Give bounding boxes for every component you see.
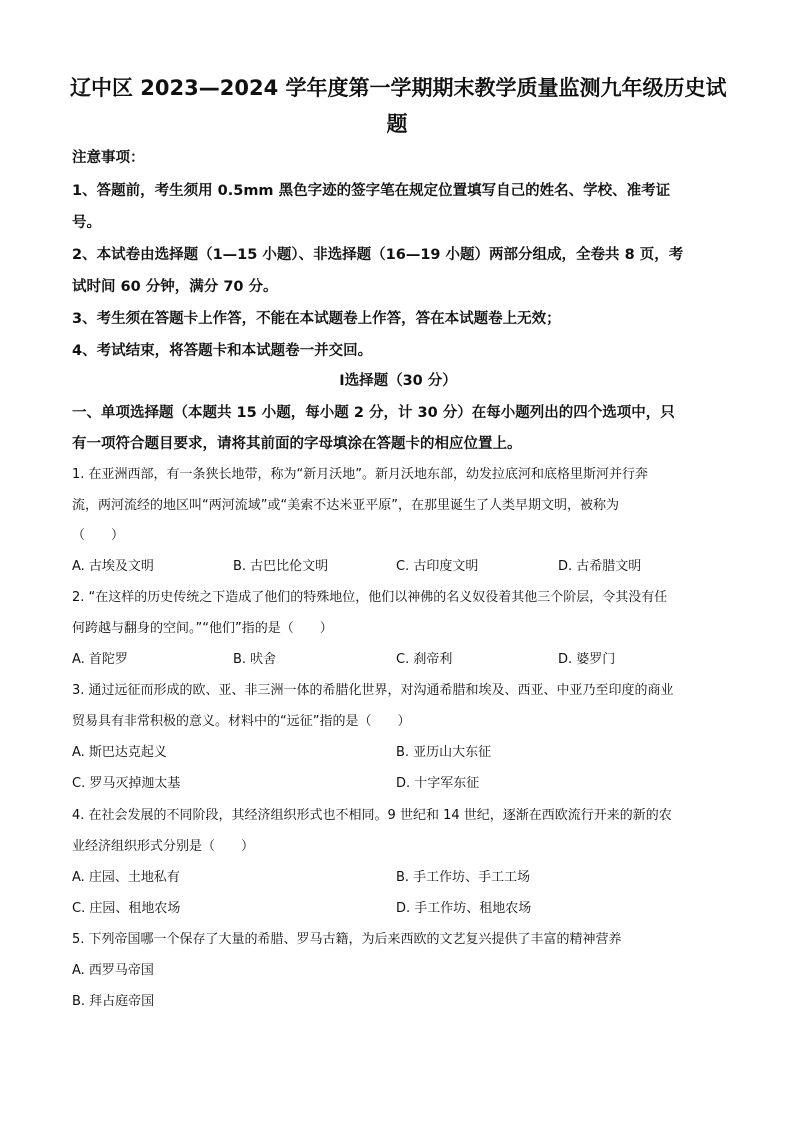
note-2-line1: 2、本试卷由选择题（1—15 小题）、非选择题（16—19 小题）两部分组成，全卷共 8 页，考	[72, 247, 684, 263]
question-5-option-b: B. 拜占庭帝国	[72, 994, 155, 1009]
question-2-stem-line1: 2. “在这样的历史传统之下造成了他们的特殊地位，他们以神佛的名义奴役着其他三个阶层，令其没有任	[72, 590, 668, 605]
question-1-option-d: D. 古希腊文明	[558, 559, 642, 574]
question-3-option-a: A. 斯巴达克起义	[72, 745, 167, 760]
question-2-option-a: A. 首陀罗	[72, 652, 128, 667]
question-1-stem-line2: 流，两河流经的地区叫“两河流域”或“美索不达米亚平原”，在那里诞生了人类早期文明，被称为	[72, 498, 619, 513]
question-5-option-a: A. 西罗马帝国	[72, 963, 154, 978]
question-2-option-c: C. 刹帝利	[396, 652, 453, 667]
question-1-stem-line1: 1. 在亚洲西部，有一条狭长地带，称为“新月沃地”。新月沃地东部，幼发拉底河和底格里斯河并行奔	[72, 467, 649, 482]
question-3-option-d: D. 十字军东征	[396, 776, 480, 791]
note-3: 3、考生须在答题卡上作答，不能在本试题卷上作答，答在本试题卷上无效；	[72, 311, 561, 327]
exam-title-line1: 辽中区 2023—2024 学年度第一学期期末教学质量监测九年级历史试	[70, 76, 727, 100]
question-1-option-b: B. 古巴比伦文明	[233, 559, 329, 574]
question-3-option-c: C. 罗马灭掉迦太基	[72, 776, 181, 791]
note-1-line1: 1、答题前，考生须用 0.5mm 黑色字迹的签字笔在规定位置填写自己的姓名、学校、准考证	[72, 183, 671, 199]
question-5-stem-line1: 5. 下列帝国哪一个保存了大量的希腊、罗马古籍，为后来西欧的文艺复兴提供了丰富的精神营养	[72, 932, 622, 947]
question-3-stem-line2: 贸易具有非常积极的意义。材料中的“远征”指的是（ ）	[72, 714, 411, 729]
question-1-answer-blank: （ ）	[72, 528, 125, 543]
question-4-option-d: D. 手工作坊、租地农场	[396, 901, 532, 916]
exam-title-line2: 题	[386, 112, 408, 136]
note-2-line2: 试时间 60 分钟，满分 70 分。	[72, 279, 278, 295]
note-1-line2: 号。	[72, 215, 101, 231]
question-4-option-b: B. 手工作坊、手工工场	[396, 870, 531, 885]
question-2-option-d: D. 婆罗门	[558, 652, 616, 667]
question-3-option-b: B. 亚历山大东征	[396, 745, 492, 760]
question-4-stem-line2: 业经济组织形式分别是（ ）	[72, 839, 255, 854]
question-3-stem-line1: 3. 通过远征而形成的欧、亚、非三洲一体的希腊化世界，对沟通希腊和埃及、西亚、中亚乃至印度的商业	[72, 683, 674, 698]
question-2-option-b: B. 吠舍	[233, 652, 277, 667]
section-instruction-line2: 有一项符合题目要求，请将其前面的字母填涂在答题卡的相应位置上。	[72, 436, 522, 452]
section-title: Ⅰ选择题（30 分）	[339, 373, 457, 389]
section-instruction-line1: 一、单项选择题（本题共 15 小题，每小题 2 分，计 30 分）在每小题列出的四个选项中，只	[72, 405, 675, 421]
question-1-option-a: A. 古埃及文明	[72, 559, 154, 574]
question-2-stem-line2: 何跨越与翻身的空间。”“他们”指的是（ ）	[72, 621, 333, 636]
question-4-option-c: C. 庄园、租地农场	[72, 901, 181, 916]
question-1-option-c: C. 古印度文明	[396, 559, 479, 574]
question-4-option-a: A. 庄园、土地私有	[72, 870, 180, 885]
note-4: 4、考试结束，将答题卡和本试题卷一并交回。	[72, 343, 373, 359]
notes-heading: 注意事项：	[72, 150, 145, 166]
question-4-stem-line1: 4. 在社会发展的不同阶段，其经济组织形式也不相同。9 世纪和 14 世纪，逐渐在西欧流行开来的新的农	[72, 808, 672, 823]
